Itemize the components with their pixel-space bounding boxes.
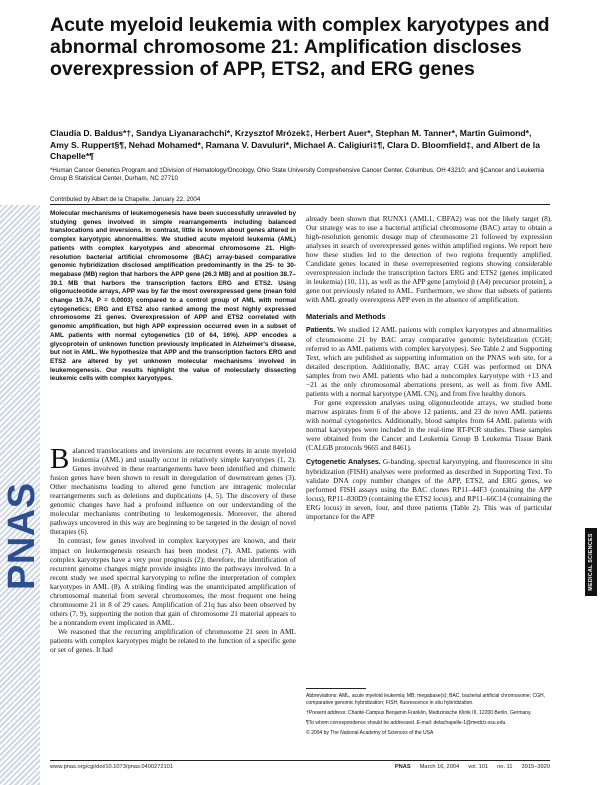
footnote-divider: [306, 688, 366, 689]
footer-doi-link[interactable]: www.pnas.org/cgi/doi/10.1073/pnas.0400272101: [50, 764, 174, 770]
contributed-line: Contributed by Albert de la Chapelle, January 22, 2004: [50, 196, 201, 203]
patients-paragraph: Patients. We studied 12 AML patients with complex karyotypes and abnormalities of chromosome 21 by BAC array comparative genomic hybridization (CGH; referred to as AML patients with complex karyotypes). See Table 2 and Supporting Text, which are published as supporting information on the PNAS web site, for a detailed description. Additionally, BAC array CGH was performed on DNA samples from two AML patients who had a noncomplex karyotype with +13 and −21 as the only chromosomal aberrations present, as well as from five AML patients with a normal karyotype (AML CN), and from five healthy donors.: [306, 324, 552, 398]
article-title: Acute myeloid leukemia with complex karyotypes and abnormal chromosome 21: Amplification discloses overexpression of APP, ETS2, and ERG genes: [50, 14, 550, 80]
drop-cap: B: [50, 443, 70, 475]
intro-paragraph-1: Balanced translocations and inversions are recurrent events in acute myeloid leukemia (AML) and usually occur in relatively simple karyotypes (1, 2). Genes involved in these rearrangements have been identified and chimeric fusion genes have been shown to result in deregulation of downstream genes (3). Other mechanisms leading to altered gene function are intragenic molecular rearrangements such as deletions and duplications (4, 5). The discovery of these genomic changes have had a profound influence on our understanding of the molecular mechanisms contributing to leukemogenesis. Moreover, the altered pathways uncovered in this way are beginning to be targeted in the design of novel therapies (6).: [50, 443, 296, 537]
footnotes: [306, 693, 552, 740]
footer-date: March 16, 2004: [419, 764, 460, 770]
footer-divider: [50, 760, 550, 761]
affiliations: *Human Cancer Genetics Program and ‡Division of Hematology/Oncology, Ohio State University Comprehensive Cancer Center, Columbus, OH 43210; and §Cancer and Leukemia Group B Statistical Center, Durham, NC 27710: [50, 167, 545, 182]
intro-paragraph-2: In contrast, few genes involved in complex karyotypes are known, and their impact on leukemogenesis research has been modest (7). AML patients with complex karyotypes have a very poor prognosis (2); therefore, the identification of recurrent genome changes might provide insights into the pathways involved. In a recent study we used spectral karyotyping to refine the interpretation of complex karyotypes in AML (8). A striking finding was the unanticipated amplification of chromosomal material from several chromosomes, the most frequent one being chromosome 21 in 8 of 29 cases. Amplification of 21q has also been observed by others (7, 9), supporting the notion that gain of chromosome 21 material appears to be a nonrandom event implicated in AML.: [50, 536, 296, 627]
footnote-correspondence: ¶To whom correspondence should be addressed. E-mail: delachapelle-1@medctr.osu.edu.: [306, 719, 507, 726]
footer-citation: [366, 764, 550, 770]
cytogenetic-paragraph: Cytogenetic Analyses. G-banding, spectral karyotyping, and fluorescence in situ hybridization (FISH) analyses were preformed as described in Supporting Text. To validate DNA copy number changes of the APP, ETS2, and ERG genes, we performed FISH assays using the BAC clones RP11–44F3 (containing the APP locus), RP11–830D9 (containing the ETS2 locus), and RP11–66C14 (containing the ERG locus) in seven, four, and three patients (Table 2). This was of particular importance for the APP: [306, 457, 553, 522]
expression-paragraph: For gene expression analyses using oligonucleotide arrays, we studied bone marrow aspirates from 6 of the above 12 patients, and 23 de novo AML patients with normal cytogenetics. Additionally, blood samples from 64 AML patients with normal karyotypes were included in the real-time RT-PCR studies. These samples were obtained from the Cancer and Leukemia Group B Leukemia Tissue Bank (CALGB protocols 9665 and 8461).: [306, 397, 552, 453]
intro-paragraph-3: We reasoned that the recurring amplification of chromosome 21 seen in AML patients with complex karyotypes might be related to the function of a specific gene or set of genes. It had: [50, 626, 296, 655]
footer-volume: vol. 101: [468, 764, 489, 770]
header-divider: [50, 204, 550, 205]
footnote-copyright: © 2004 by The National Academy of Sciences of the USA: [306, 729, 434, 736]
intro-paragraph-4: already been shown that RUNX1 (AML1, CBFA2) was not the likely target (8). Our strategy was to use a bacterial artificial chromosome (BAC) array to obtain a high-resolution genomic dosage map of chromosome 21 followed by expression analyses in search of overexpressed genes within amplified regions. We report here how these studies led to the detection of two regions frequently amplified. Candidate genes located in these overrepresented regions showing considerable overexpression include the transcription factors ERG and ETS2 (genes implicated in leukemia) (10, 11), as well as the APP gene [amyloid β (A4) precursor protein], a gene not previously related to AML. Furthermore, we show that subsets of patients with AML greatly overexpress APP even in the absence of amplification.: [306, 214, 552, 305]
abstract: Molecular mechanisms of leukemogenesis have been successfully unraveled by studying genes involved in simple rearrangements including balanced translocations and inversions. In contrast, little is known about genes altered in complex karyotypic abnormalities. We studied acute myeloid leukemia (AML) patients with complex karyotypes and abnormal chromosome 21. High-resolution bacterial artificial chromosome (BAC) array-based comparative genomic hybridization disclosed amplification predominantly in the 25- to 30-megabase (MB) region that harbors the APP gene (26.3 MB) and at position 38.7–39.1 MB that harbors the transcription factors ERG and ETS2. Using oligonucleotide arrays, APP was by far the most overexpressed gene (mean fold change 19.74, P = 0.0003) compared to a control group of AML with normal cytogenetics; ERG and ETS2 also ranked among the most highly expressed chromosome 21 genes. Overexpression of APP and ETS2 correlated with genomic amplification, but high APP expression occurred even in a subset of AML patients with normal cytogenetics (10 of 64, 16%). APP encodes a glycoprotein of unknown function previously implicated in Alzheimer's disease, but not in AML. We hypothesize that APP and the transcription factors ERG and ETS2 are altered by yet unknown molecular mechanisms involved in leukemogenesis. Our results highlight the value of molecularly dissecting leukemic cells with complex karyotypes.: [50, 210, 296, 383]
footnote-present-address: †Present address: Charité-Campus Benjamin Franklin, Medizinische Klinik III, 12200 Berlin, Germany.: [306, 709, 532, 716]
footer-journal: PNAS: [394, 764, 411, 770]
footer-issue: no. 11: [497, 764, 513, 770]
footnote-abbreviations: Abbreviations: AML, acute myeloid leukemia; MB, megabase(s); BAC, bacterial artificial chromosome; CGH, comparative genomic hybridization; FISH, fluorescence in situ hybridization.: [306, 693, 545, 706]
methods-heading: Materials and Methods: [306, 312, 386, 322]
intro-column: [50, 443, 296, 655]
section-tab-label: MEDICAL SCIENCES: [588, 533, 594, 591]
footer-pages: 3915–3920: [521, 764, 550, 770]
pnas-sidebar-logo: PNAS: [1, 482, 43, 590]
author-list: Claudia D. Baldus*†, Sandya Liyanarachchi*, Krzysztof Mrózek‡, Herbert Auer*, Stephan M. Tanner*, Martin Guimond*, Amy S. Ruppert§¶, Nehad Mohamed*, Ramana V. Davuluri*, Michael A. Caligiuri‡¶, Clara D. Bloomfield‡, and Albert de la Chapelle*¶: [50, 128, 540, 161]
right-column: [306, 214, 552, 522]
